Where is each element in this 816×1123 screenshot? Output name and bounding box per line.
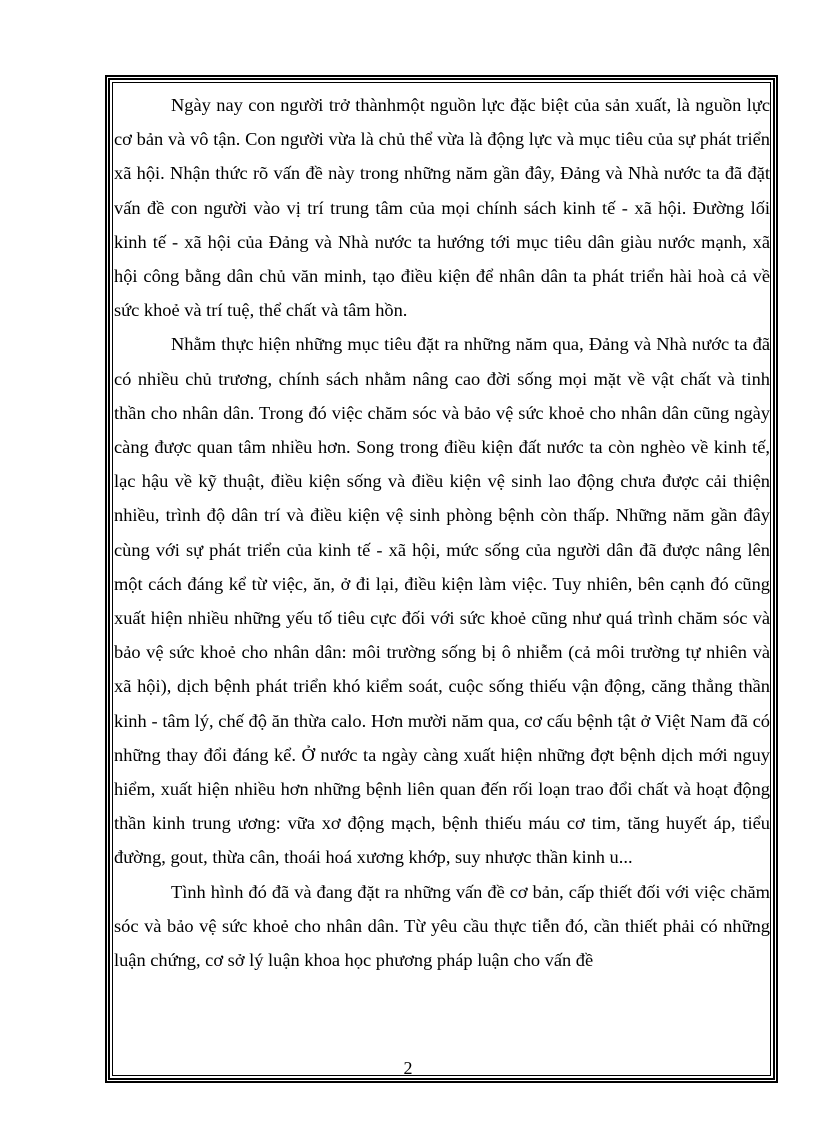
paragraph-3: Tình hình đó đã và đang đặt ra những vấn đề cơ bản, cấp thiết đối với việc chăm sóc và bảo vệ sức khoẻ cho nhân dân. Từ yêu cầu thực tiễn đó, cần thiết phải có những luận chứng, cơ sở lý luận khoa học phương pháp luận cho vấn đề — [114, 881, 770, 971]
paragraph-1: Ngày nay con người trở thànhmột nguồn lực đặc biệt của sản xuất, là nguồn lực cơ bản và vô tận. Con người vừa là chủ thể vừa là động lực và mục tiêu của sự phát triển xã hội. Nhận thức rõ vấn đề này trong những năm gần đây, Đảng và Nhà nước ta đã đặt vấn đề con người vào vị trí trung tâm của mọi chính sách kinh tế - xã hội. Đường lối kinh tế - xã hội của Đảng và Nhà nước ta hướng tới mục tiêu dân giàu nước mạnh, xã hội công bằng dân chủ văn minh, tạo điều kiện để nhân dân ta phát triển hài hoà cả về sức khoẻ và trí tuệ, thể chất và tâm hồn. — [114, 95, 770, 321]
page-number: 2 — [403, 1058, 413, 1078]
document-body — [114, 88, 770, 977]
paragraph-2: Nhằm thực hiện những mục tiêu đặt ra những năm qua, Đảng và Nhà nước ta đã có nhiều chủ trương, chính sách nhằm nâng cao đời sống mọi mặt về vật chất và tinh thần cho nhân dân. Trong đó việc chăm sóc và bảo vệ sức khoẻ cho nhân dân cũng ngày càng được quan tâm nhiều hơn. Song trong điều kiện đất nước ta còn nghèo về kinh tế, lạc hậu về kỹ thuật, điều kiện sống và điều kiện vệ sinh lao động chưa được cải thiện nhiều, trình độ dân trí và điều kiện vệ sinh phòng bệnh còn thấp. Những năm gần đây cùng với sự phát triển của kinh tế - xã hội, mức sống của người dân đã được nâng lên một cách đáng kể từ việc, ăn, ở đi lại, điều kiện làm việc. Tuy nhiên, bên cạnh đó cũng xuất hiện nhiều những yếu tố tiêu cực đối với sức khoẻ cũng như quá trình chăm sóc và bảo vệ sức khoẻ cho nhân dân: môi trường sống bị ô nhiễm (cả môi trường tự nhiên và xã hội), dịch bệnh phát triển khó kiểm soát, cuộc sống thiếu vận động, căng thẳng thần kinh - tâm lý, chế độ ăn thừa calo. Hơn mười năm qua, cơ cấu bệnh tật ở Việt Nam đã có những thay đổi đáng kể. Ở nước ta ngày càng xuất hiện những đợt bệnh dịch mới nguy hiểm, xuất hiện nhiều hơn những bệnh liên quan đến rối loạn trao đổi chất và hoạt động thần kinh trung ương: vữa xơ động mạch, bệnh thiếu máu cơ tim, tăng huyết áp, tiểu đường, gout, thừa cân, thoái hoá xương khớp, suy nhược thần kinh u... — [114, 334, 770, 868]
